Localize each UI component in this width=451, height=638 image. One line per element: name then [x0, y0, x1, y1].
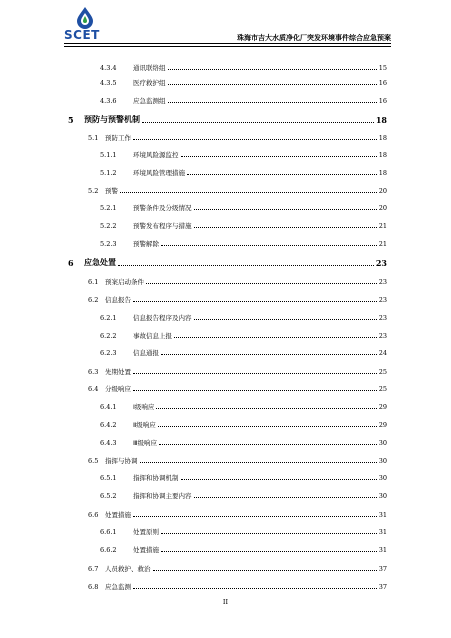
toc-entry[interactable]	[100, 435, 387, 447]
toc-entry[interactable]	[100, 200, 387, 212]
toc-entry-number: 6.5	[88, 457, 99, 465]
toc-dot-leader	[168, 102, 377, 103]
toc-entry-page: 30	[378, 439, 387, 447]
toc-entry[interactable]	[100, 75, 387, 87]
toc-entry[interactable]	[100, 470, 387, 482]
toc-entry-number: 6.2	[88, 296, 99, 304]
toc-dot-leader	[146, 283, 377, 284]
toc-entry[interactable]	[100, 60, 387, 72]
toc-entry-number: 5.2.3	[100, 240, 117, 248]
toc-entry-number: 6.4.3	[100, 439, 117, 447]
toc-entry-page: 31	[378, 546, 387, 554]
toc-entry[interactable]	[88, 364, 387, 376]
water-drop-logo-icon	[72, 6, 98, 30]
toc-entry-number: 6.3	[88, 368, 99, 376]
toc-entry-title: 指挥和协调机制	[133, 474, 179, 482]
toc-entry-number: 6.6	[88, 511, 99, 519]
toc-entry-title: Ⅱ级响应	[133, 421, 156, 429]
toc-entry-title: 环境风险管理措施	[133, 169, 185, 177]
toc-entry-page: 23	[378, 296, 387, 304]
toc-entry-number: 5.2	[88, 187, 99, 195]
toc-entry-number: 6	[68, 258, 74, 268]
toc-entry-number: 6.6.1	[100, 528, 117, 536]
toc-entry-number: 4.3.4	[100, 64, 117, 72]
toc-entry-page: 31	[378, 528, 387, 536]
toc-dot-leader	[133, 373, 377, 374]
toc-dot-leader	[133, 390, 377, 391]
toc-entry-page: 31	[378, 511, 387, 519]
toc-entry-page: 30	[378, 474, 387, 482]
toc-dot-leader	[133, 301, 377, 302]
toc-entry[interactable]	[100, 328, 387, 340]
toc-entry-title: 信息报告	[105, 296, 131, 304]
toc-entry[interactable]	[100, 542, 387, 554]
toc-entry-page: 23	[378, 278, 387, 286]
toc-entry-page: 29	[378, 421, 387, 429]
toc-entry[interactable]	[100, 165, 387, 177]
toc-dot-leader	[194, 497, 377, 498]
toc-entry-title: 信息报告程序及内容	[133, 314, 192, 322]
toc-entry-number: 6.5.2	[100, 492, 117, 500]
toc-entry[interactable]	[100, 218, 387, 230]
toc-dot-leader	[194, 319, 377, 320]
toc-entry-number: 4.3.6	[100, 97, 117, 105]
toc-dot-leader	[158, 426, 377, 427]
toc-entry-page: 25	[378, 368, 387, 376]
toc-entry[interactable]	[100, 345, 387, 357]
toc-entry-number: 6.6.2	[100, 546, 117, 554]
toc-entry-title: 环境风险源监控	[133, 151, 179, 159]
toc-dot-leader	[168, 84, 377, 85]
toc-entry-title: 预防与预警机制	[84, 115, 140, 124]
toc-entry[interactable]	[100, 524, 387, 536]
toc-entry-page: 30	[378, 492, 387, 500]
toc-entry-title: 预警条件及分级情况	[133, 204, 192, 212]
toc-entry-title: 分级响应	[105, 385, 131, 393]
toc-dot-leader	[174, 337, 377, 338]
toc-entry-page: 20	[378, 204, 387, 212]
toc-entry[interactable]	[88, 381, 387, 393]
toc-entry-title: 事故信息上报	[133, 332, 172, 340]
toc-entry-title: 应急监测组	[133, 97, 166, 105]
toc-entry[interactable]	[100, 417, 387, 429]
toc-entry-number: 5.1	[88, 134, 99, 142]
toc-dot-leader	[153, 570, 377, 571]
toc-entry[interactable]	[88, 130, 387, 142]
header-rule-thin	[64, 46, 391, 47]
document-title: 珠海市吉大水质净化厂突发环境事件综合应急预案	[237, 34, 391, 42]
toc-dot-leader	[142, 122, 374, 123]
toc-dot-leader	[161, 245, 377, 246]
toc-entry-page: 16	[378, 97, 387, 105]
toc-entry-title: 预案启动条件	[105, 278, 144, 286]
toc-entry-page: 20	[378, 187, 387, 195]
toc-entry-page: 23	[375, 258, 387, 268]
toc-entry[interactable]	[100, 147, 387, 159]
toc-dot-leader	[133, 516, 377, 517]
toc-dot-leader	[133, 139, 377, 140]
toc-entry-page: 15	[378, 64, 387, 72]
toc-entry-title: Ⅰ级响应	[133, 403, 155, 411]
toc-entry-page: 18	[378, 169, 387, 177]
toc-dot-leader	[194, 209, 377, 210]
toc-entry[interactable]	[88, 561, 387, 573]
toc-entry-title: 指挥和协调主要内容	[133, 492, 192, 500]
company-logo	[64, 6, 104, 40]
toc-entry[interactable]	[88, 183, 387, 195]
toc-entry-number: 5.2.2	[100, 222, 117, 230]
toc-entry-number: 4.3.5	[100, 79, 117, 87]
toc-entry-title: 应急监测	[105, 583, 131, 591]
toc-dot-leader	[120, 192, 377, 193]
toc-entry[interactable]	[88, 274, 387, 286]
toc-entry-page: 25	[378, 385, 387, 393]
toc-dot-leader	[181, 479, 377, 480]
toc-entry[interactable]	[100, 310, 387, 322]
toc-entry-number: 6.4	[88, 385, 99, 393]
toc-dot-leader	[159, 444, 377, 445]
toc-entry-number: 6.2.2	[100, 332, 117, 340]
toc-dot-leader	[194, 227, 377, 228]
toc-dot-leader	[133, 588, 377, 589]
toc-entry-page: 37	[378, 565, 387, 573]
page-number: II	[222, 598, 229, 606]
toc-entry-number: 5.1.1	[100, 151, 117, 159]
logo-text: SCET	[64, 28, 100, 42]
toc-entry[interactable]	[100, 93, 387, 105]
toc-entry-title: Ⅲ级响应	[133, 439, 157, 447]
toc-entry-title: 人员救护、救治	[105, 565, 151, 573]
toc-entry-page: 21	[378, 240, 387, 248]
toc-entry-page: 18	[378, 134, 387, 142]
toc-entry-title: 应急处置	[84, 258, 116, 267]
toc-entry-page: 16	[378, 79, 387, 87]
toc-entry[interactable]	[88, 507, 387, 519]
toc-dot-leader	[187, 174, 377, 175]
toc-entry-title: 预警解除	[133, 240, 159, 248]
header-rule	[64, 43, 391, 44]
toc-entry-title: 处置措施	[133, 546, 159, 554]
toc-entry-number: 6.2.1	[100, 314, 117, 322]
toc-dot-leader	[168, 69, 377, 70]
toc-dot-leader	[161, 533, 377, 534]
toc-entry-number: 6.8	[88, 583, 99, 591]
page-header	[0, 0, 451, 48]
toc-entry-title: 先期处置	[105, 368, 131, 376]
toc-entry[interactable]	[68, 256, 387, 268]
toc-entry[interactable]	[100, 236, 387, 248]
toc-entry-number: 6.5.1	[100, 474, 117, 482]
toc-dot-leader	[161, 354, 377, 355]
toc-entry-page: 37	[378, 583, 387, 591]
toc-entry-number: 6.1	[88, 278, 99, 286]
toc-dot-leader	[181, 156, 377, 157]
toc-entry-title: 通讯联络组	[133, 64, 166, 72]
toc-entry-page: 21	[378, 222, 387, 230]
toc-entry-title: 处置原则	[133, 528, 159, 536]
toc-entry-page: 23	[378, 314, 387, 322]
toc-entry-number: 5.2.1	[100, 204, 117, 212]
toc-entry-number: 6.2.3	[100, 349, 117, 357]
toc-entry-page: 24	[378, 349, 387, 357]
toc-entry-number: 5.1.2	[100, 169, 117, 177]
toc-entry-page: 23	[378, 332, 387, 340]
toc-entry-page: 18	[378, 151, 387, 159]
toc-entry-number: 6.4.2	[100, 421, 117, 429]
toc-entry-title: 处置措施	[105, 511, 131, 519]
toc-entry[interactable]	[88, 579, 387, 591]
toc-entry-page: 29	[378, 403, 387, 411]
toc-entry-title: 预警	[105, 187, 118, 195]
toc-entry[interactable]	[100, 488, 387, 500]
toc-entry[interactable]	[68, 113, 387, 125]
toc-dot-leader	[118, 265, 374, 266]
toc-entry-title: 指挥与协调	[105, 457, 138, 465]
toc-entry[interactable]	[100, 399, 387, 411]
toc-entry-number: 6.4.1	[100, 403, 117, 411]
toc-dot-leader	[156, 408, 376, 409]
toc-dot-leader	[161, 551, 377, 552]
toc-dot-leader	[140, 462, 377, 463]
toc-entry-title: 预警发布程序与措施	[133, 222, 192, 230]
toc-entry-title: 医疗救护组	[133, 79, 166, 87]
toc-entry-title: 预防工作	[105, 134, 131, 142]
toc-entry-number: 6.7	[88, 565, 99, 573]
toc-entry[interactable]	[88, 292, 387, 304]
toc-entry-title: 信息通报	[133, 349, 159, 357]
toc-entry[interactable]	[88, 453, 387, 465]
toc-entry-number: 5	[68, 115, 74, 125]
toc-entry-page: 18	[375, 115, 387, 125]
toc-entry-page: 30	[378, 457, 387, 465]
